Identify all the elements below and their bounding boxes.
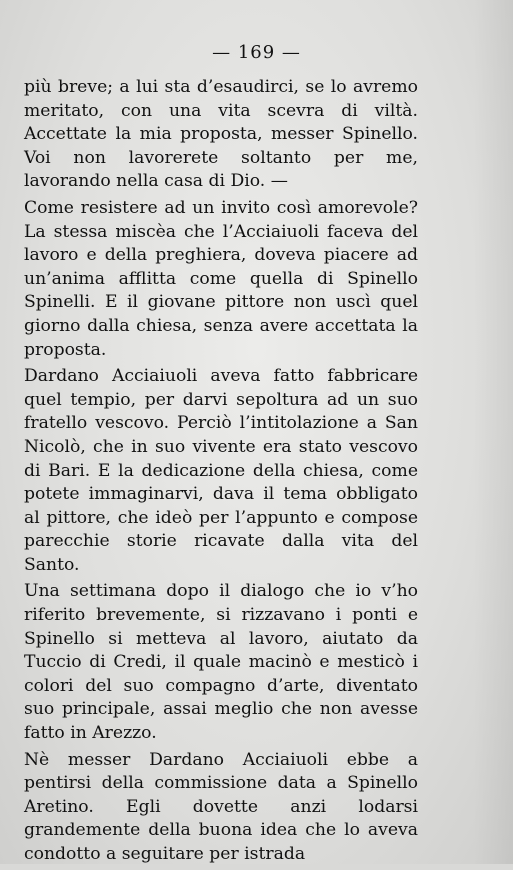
body-text <box>24 76 418 870</box>
paragraph-2: Come resistere ad un invito così amorevole? La stessa miscèa che l’Acciaiuoli faceva del lavoro e della preghiera, doveva piacere ad un’anima afflitta come quella di Spinello Spinelli. E il giovane pittore non uscì quel giorno dalla chiesa, senza avere accettata la proposta. <box>24 197 418 360</box>
page-number: — 169 — <box>212 42 301 63</box>
paragraph-3: Dardano Acciaiuoli aveva fatto fabbricare quel tempio, per darvi sepoltura ad un suo fratello vescovo. Perciò l’intitolazione a San Nicolò, che in suo vivente era stato vescovo di Bari. E la dedicazione della chiesa, come potete immaginarvi, dava il tema obbligato al pittore, che ideò per l’appunto e compose parecchie storie ricavate dalla vita del Santo. <box>24 366 418 575</box>
paragraph-5: Nè messer Dardano Acciaiuoli ebbe a pentirsi della commissione data a Spinello Aretino. Egli dovette anzi lodarsi grandemente della buona idea che lo aveva condotto a seguitare per istrada <box>24 749 418 864</box>
paragraph-4: Una settimana dopo il dialogo che io v’ho riferito brevemente, si rizzavano i ponti e Spinello si metteva al lavoro, aiutato da Tuccio di Credi, il quale macinò e mesticò i colori del suo compagno d’arte, diventato suo principale, assai meglio che non avesse fatto in Arezzo. <box>24 581 418 744</box>
page-edge-shadow <box>473 0 513 864</box>
paragraph-1: più breve; a lui sta d’esaudirci, se lo avremo meritato, con una vita scevra di viltà. Accettate la mia proposta, messer Spinello. Voi non lavorerete soltanto per me, lavorando nella casa di Dio. — <box>24 77 418 192</box>
